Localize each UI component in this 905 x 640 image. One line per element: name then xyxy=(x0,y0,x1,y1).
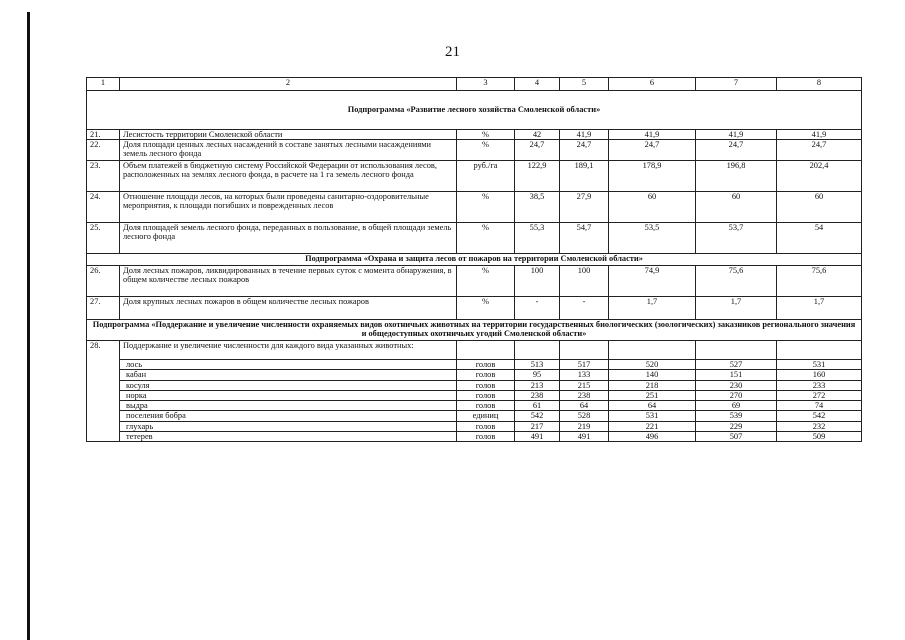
value: 496 xyxy=(609,431,696,441)
table-row xyxy=(87,411,862,421)
row-number: 21. xyxy=(87,130,120,140)
value: 1,7 xyxy=(609,297,696,320)
value: 53,7 xyxy=(696,223,777,254)
col-header: 7 xyxy=(696,78,777,91)
value: 160 xyxy=(777,370,862,380)
value: 140 xyxy=(609,370,696,380)
row-number: 24. xyxy=(87,192,120,223)
animal-name: лось xyxy=(120,360,457,370)
col-header: 1 xyxy=(87,78,120,91)
value: 217 xyxy=(515,421,560,431)
value: 64 xyxy=(609,401,696,411)
table-row xyxy=(87,380,862,390)
col-header: 4 xyxy=(515,78,560,91)
value: 74,9 xyxy=(609,266,696,297)
unit: голов xyxy=(457,421,515,431)
value: 38,5 xyxy=(515,192,560,223)
indicator-name: Лесистость территории Смоленской области xyxy=(120,130,457,140)
value: 531 xyxy=(777,360,862,370)
table-row xyxy=(87,130,862,140)
unit: единиц xyxy=(457,411,515,421)
value: 229 xyxy=(696,421,777,431)
value: 75,6 xyxy=(777,266,862,297)
value: 232 xyxy=(777,421,862,431)
value: 213 xyxy=(515,380,560,390)
animal-name: кабан xyxy=(120,370,457,380)
value: 1,7 xyxy=(777,297,862,320)
col-header: 6 xyxy=(609,78,696,91)
animal-name: норка xyxy=(120,390,457,400)
value: 100 xyxy=(515,266,560,297)
indicator-name: Доля лесных пожаров, ликвидированных в течение первых суток с момента обнаружения, в общем количестве лесных пожаров xyxy=(120,266,457,297)
page-number: 21 xyxy=(445,44,460,60)
table-row xyxy=(87,401,862,411)
unit: % xyxy=(457,140,515,161)
row-number: 28. xyxy=(87,341,120,442)
section-row xyxy=(87,91,862,130)
value: 24,7 xyxy=(777,140,862,161)
col-header: 5 xyxy=(560,78,609,91)
value: 230 xyxy=(696,380,777,390)
value: 54,7 xyxy=(560,223,609,254)
table-row xyxy=(87,223,862,254)
table-row xyxy=(87,360,862,370)
table-row xyxy=(87,370,862,380)
unit: голов xyxy=(457,380,515,390)
column-number-row xyxy=(87,78,862,91)
value: 42 xyxy=(515,130,560,140)
value: 1,7 xyxy=(696,297,777,320)
table-row xyxy=(87,341,862,360)
value: 215 xyxy=(560,380,609,390)
value: 74 xyxy=(777,401,862,411)
table-row xyxy=(87,140,862,161)
col-header: 8 xyxy=(777,78,862,91)
value: 491 xyxy=(515,431,560,441)
unit: голов xyxy=(457,431,515,441)
value: 513 xyxy=(515,360,560,370)
value: 520 xyxy=(609,360,696,370)
value: 60 xyxy=(696,192,777,223)
page-margin-rule xyxy=(27,12,30,640)
value: - xyxy=(560,297,609,320)
animal-name: глухарь xyxy=(120,421,457,431)
value: 100 xyxy=(560,266,609,297)
value: 41,9 xyxy=(609,130,696,140)
table-row xyxy=(87,266,862,297)
value: 122,9 xyxy=(515,161,560,192)
value: 69 xyxy=(696,401,777,411)
value: 189,1 xyxy=(560,161,609,192)
value: 24,7 xyxy=(560,140,609,161)
value: 61 xyxy=(515,401,560,411)
value: 75,6 xyxy=(696,266,777,297)
animal-name: косуля xyxy=(120,380,457,390)
value: 491 xyxy=(560,431,609,441)
unit: руб./га xyxy=(457,161,515,192)
table-row xyxy=(87,161,862,192)
table-row xyxy=(87,390,862,400)
value: 272 xyxy=(777,390,862,400)
unit: % xyxy=(457,192,515,223)
value: 517 xyxy=(560,360,609,370)
value: 238 xyxy=(515,390,560,400)
value: 60 xyxy=(609,192,696,223)
animal-name: тетерев xyxy=(120,431,457,441)
value: - xyxy=(515,297,560,320)
value: 233 xyxy=(777,380,862,390)
value: 539 xyxy=(696,411,777,421)
unit: % xyxy=(457,297,515,320)
indicator-name: Отношение площади лесов, на которых были проведены санитарно-оздоровительные мероприятия, к площади погибших и поврежденных лесов xyxy=(120,192,457,223)
value: 542 xyxy=(515,411,560,421)
indicator-name: Доля площадей земель лесного фонда, переданных в пользование, в общей площади земель лесного фонда xyxy=(120,223,457,254)
value: 528 xyxy=(560,411,609,421)
value: 218 xyxy=(609,380,696,390)
row-number: 27. xyxy=(87,297,120,320)
value: 55,3 xyxy=(515,223,560,254)
unit: голов xyxy=(457,360,515,370)
value: 95 xyxy=(515,370,560,380)
value: 531 xyxy=(609,411,696,421)
unit: голов xyxy=(457,390,515,400)
value: 41,9 xyxy=(560,130,609,140)
col-header: 3 xyxy=(457,78,515,91)
table-row xyxy=(87,297,862,320)
indicator-name: Доля крупных лесных пожаров в общем количестве лесных пожаров xyxy=(120,297,457,320)
value: 178,9 xyxy=(609,161,696,192)
value: 53,5 xyxy=(609,223,696,254)
indicator-name: Доля площади ценных лесных насаждений в составе занятых лесными насаждениями земель лесного фонда xyxy=(120,140,457,161)
col-header: 2 xyxy=(120,78,457,91)
row-number: 26. xyxy=(87,266,120,297)
value: 196,8 xyxy=(696,161,777,192)
value: 133 xyxy=(560,370,609,380)
unit: голов xyxy=(457,370,515,380)
row-number: 23. xyxy=(87,161,120,192)
value: 151 xyxy=(696,370,777,380)
section-row xyxy=(87,320,862,341)
table-row xyxy=(87,421,862,431)
value: 27,9 xyxy=(560,192,609,223)
value: 41,9 xyxy=(777,130,862,140)
unit: % xyxy=(457,266,515,297)
value: 202,4 xyxy=(777,161,862,192)
table-row xyxy=(87,192,862,223)
animal-name: выдра xyxy=(120,401,457,411)
value: 24,7 xyxy=(609,140,696,161)
unit: голов xyxy=(457,401,515,411)
section-title: Подпрограмма «Поддержание и увеличение численности охраняемых видов охотничьих животных на территории государственных биологических (зоологических) заказников регионального значения и общедоступных охотничьих угодий Смоленской области» xyxy=(87,320,862,341)
table-row xyxy=(87,431,862,441)
value: 64 xyxy=(560,401,609,411)
value: 509 xyxy=(777,431,862,441)
value: 54 xyxy=(777,223,862,254)
value: 60 xyxy=(777,192,862,223)
animal-name: поселения бобра xyxy=(120,411,457,421)
row-number: 25. xyxy=(87,223,120,254)
indicator-name: Объем платежей в бюджетную систему Российской Федерации от использования лесов, расположенных на землях лесного фонда, в расчете на 1 га земель лесного фонда xyxy=(120,161,457,192)
value: 507 xyxy=(696,431,777,441)
value: 41,9 xyxy=(696,130,777,140)
section-row xyxy=(87,254,862,266)
indicators-table xyxy=(86,77,862,442)
unit: % xyxy=(457,130,515,140)
value: 270 xyxy=(696,390,777,400)
section-title: Подпрограмма «Охрана и защита лесов от пожаров на территории Смоленской области» xyxy=(87,254,862,266)
row-number: 22. xyxy=(87,140,120,161)
value: 238 xyxy=(560,390,609,400)
indicator-name: Поддержание и увеличение численности для каждого вида указанных животных: xyxy=(120,341,457,360)
value: 251 xyxy=(609,390,696,400)
unit: % xyxy=(457,223,515,254)
value: 24,7 xyxy=(515,140,560,161)
value: 219 xyxy=(560,421,609,431)
value: 527 xyxy=(696,360,777,370)
section-title: Подпрограмма «Развитие лесного хозяйства Смоленской области» xyxy=(87,91,862,130)
value: 24,7 xyxy=(696,140,777,161)
value: 221 xyxy=(609,421,696,431)
value: 542 xyxy=(777,411,862,421)
